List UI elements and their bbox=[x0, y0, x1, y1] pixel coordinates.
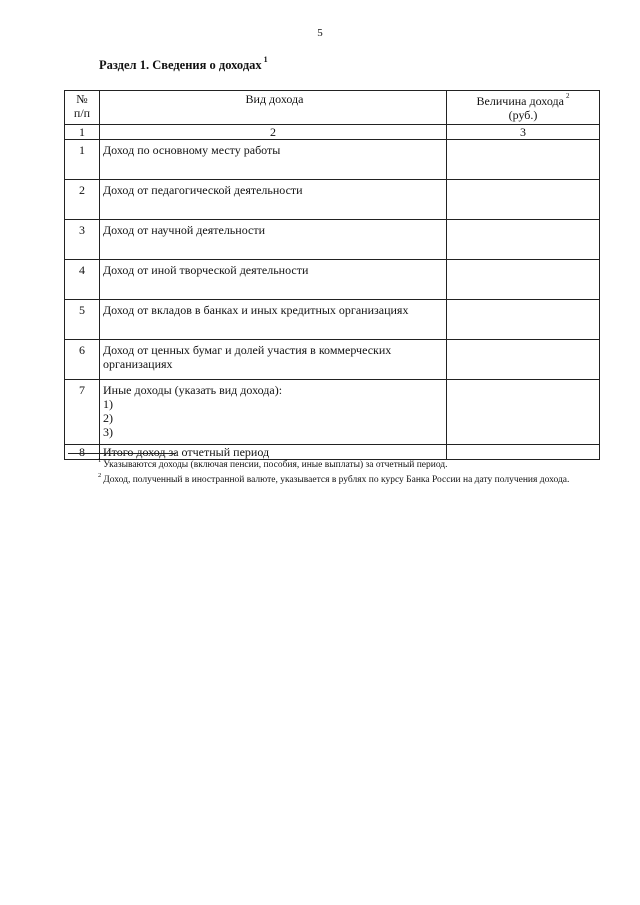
column-number: 2 bbox=[100, 125, 447, 140]
row-number: 8 bbox=[65, 445, 100, 460]
section-title bbox=[99, 57, 268, 73]
income-table bbox=[64, 90, 600, 460]
header-amount-line1: Величина дохода bbox=[476, 94, 564, 108]
row-total-label: Итого доход за отчетный период bbox=[100, 445, 447, 460]
header-number bbox=[65, 91, 100, 125]
header-amount-line2: (руб.) bbox=[508, 108, 538, 122]
page-number: 5 bbox=[317, 27, 323, 39]
table-row bbox=[65, 340, 600, 380]
row-number: 1 bbox=[65, 140, 100, 180]
footnote-text: Доход, полученный в иностранной валюте, указывается в рублях по курсу Банка России на дату получения дохода. bbox=[103, 475, 570, 486]
column-number: 1 bbox=[65, 125, 100, 140]
row-income-type: Доход от ценных бумаг и долей участия в коммерческих организациях bbox=[100, 340, 447, 380]
header-number-line2: п/п bbox=[73, 106, 91, 120]
table-row bbox=[65, 300, 600, 340]
table-row bbox=[65, 140, 600, 180]
row-income-type: Доход от иной творческой деятельности bbox=[100, 260, 447, 300]
section-footnote-ref: 1 bbox=[263, 55, 268, 64]
row-income-type: Доход от вкладов в банках и иных кредитных организациях bbox=[100, 300, 447, 340]
other-income-item[interactable]: 2) bbox=[103, 411, 113, 425]
row-number: 7 bbox=[65, 380, 100, 445]
row-other-income bbox=[100, 380, 447, 445]
footnote-ref: 1 bbox=[98, 457, 102, 464]
header-number-line1: № bbox=[76, 92, 88, 106]
row-income-type: Доход по основному месту работы bbox=[100, 140, 447, 180]
row-number: 3 bbox=[65, 220, 100, 260]
row-amount-cell[interactable] bbox=[447, 140, 600, 180]
other-income-item[interactable]: 1) bbox=[103, 397, 113, 411]
header-amount-footnote-ref: 2 bbox=[565, 92, 570, 100]
other-income-label: Иные доходы (указать вид дохода): bbox=[103, 383, 283, 397]
table-row bbox=[65, 220, 600, 260]
column-number-row bbox=[65, 125, 600, 140]
row-amount-cell[interactable] bbox=[447, 180, 600, 220]
row-number: 4 bbox=[65, 260, 100, 300]
row-number: 6 bbox=[65, 340, 100, 380]
row-amount-cell[interactable] bbox=[447, 300, 600, 340]
footnote-divider bbox=[68, 453, 176, 454]
column-number: 3 bbox=[447, 125, 600, 140]
row-income-type: Доход от педагогической деятельности bbox=[100, 180, 447, 220]
other-income-item[interactable]: 3) bbox=[103, 425, 113, 439]
footnote bbox=[68, 456, 608, 471]
row-amount-cell[interactable] bbox=[447, 340, 600, 380]
row-number: 5 bbox=[65, 300, 100, 340]
section-title-text: Раздел 1. Сведения о доходах bbox=[99, 58, 262, 73]
row-amount-cell[interactable] bbox=[447, 220, 600, 260]
table-row bbox=[65, 260, 600, 300]
row-income-type: Доход от научной деятельности bbox=[100, 220, 447, 260]
row-amount-cell[interactable] bbox=[447, 380, 600, 445]
table-header-row bbox=[65, 91, 600, 125]
row-amount-cell[interactable] bbox=[447, 260, 600, 300]
row-number: 2 bbox=[65, 180, 100, 220]
footnote bbox=[68, 471, 608, 486]
table-row-other-income bbox=[65, 380, 600, 445]
header-amount bbox=[447, 91, 600, 125]
footnote-text: Указываются доходы (включая пенсии, пособия, иные выплаты) за отчетный период. bbox=[103, 460, 448, 471]
footnote-ref: 2 bbox=[98, 472, 102, 480]
table-row bbox=[65, 180, 600, 220]
header-type: Вид дохода bbox=[100, 91, 447, 125]
footnotes bbox=[68, 456, 608, 486]
